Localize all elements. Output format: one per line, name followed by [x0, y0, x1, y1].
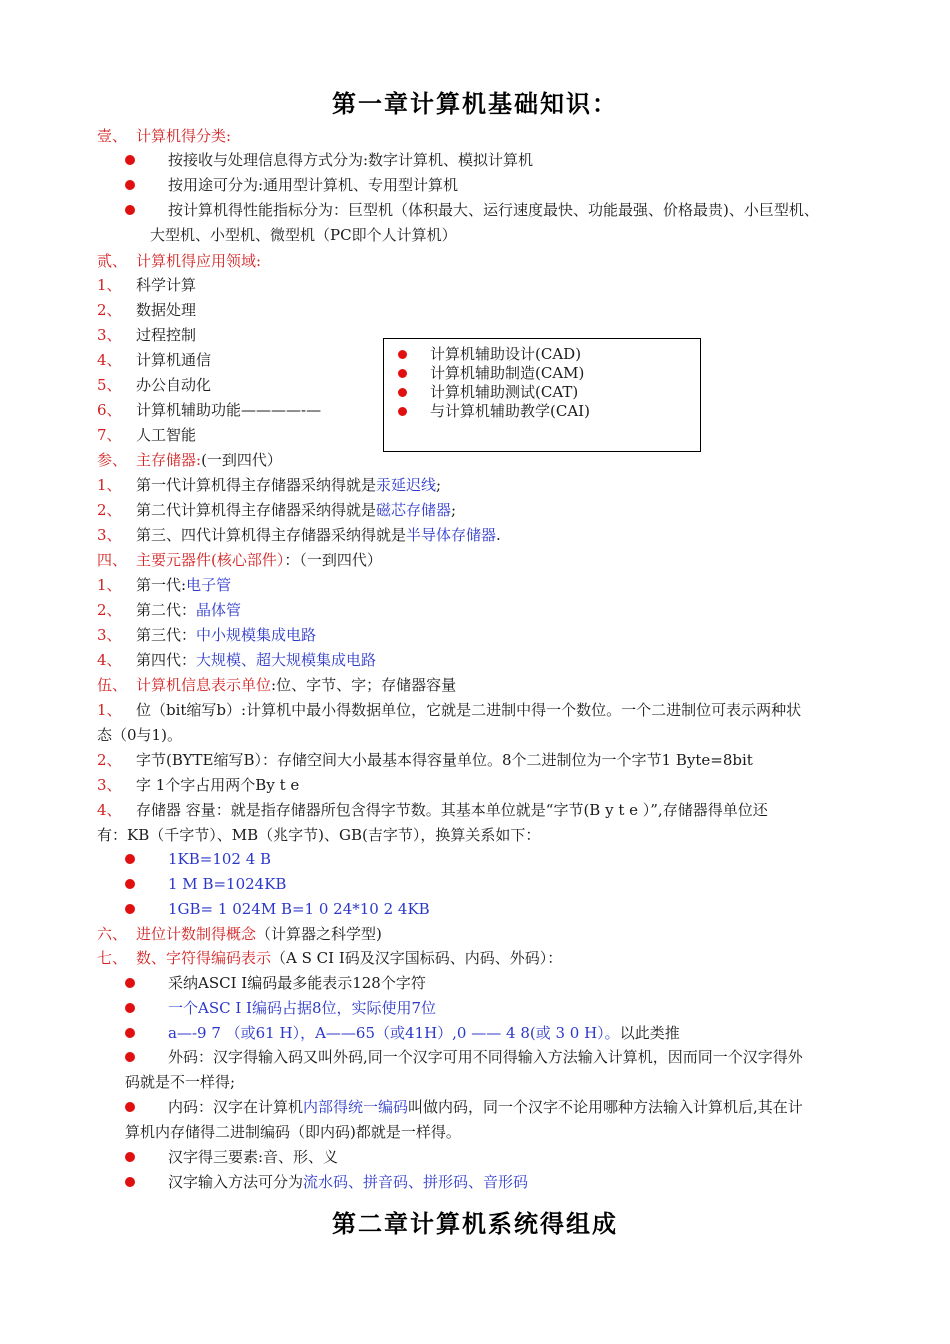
- item-num: 3、: [97, 776, 122, 794]
- bullet-icon: [398, 350, 407, 359]
- item-text: 以此类推: [619, 1024, 680, 1042]
- list-item: [97, 573, 231, 598]
- item-num: 5、: [97, 376, 122, 394]
- chapter-2-title: 第二章计算机系统得组成: [332, 1209, 618, 1238]
- bullet-icon: [125, 1152, 135, 1162]
- bullet-icon: [125, 155, 135, 165]
- section-subtitle: :位、字节、字；存储器容量: [271, 676, 457, 694]
- item-highlight: 流水码、拼音码、拼形码、音形码: [303, 1173, 529, 1191]
- bullet-icon: [125, 879, 135, 889]
- item-text: 第一代计算机得主存储器采纳得就是: [136, 476, 377, 494]
- section-num: 伍、: [97, 676, 128, 694]
- list-item-continuation: 大型机、小型机、微型机（PC即个人计算机）: [150, 226, 457, 244]
- item-num: 2、: [97, 601, 122, 619]
- textbox-item: 计算机辅助测试(CAT): [430, 383, 579, 401]
- item-highlight: 电子管: [186, 576, 232, 594]
- list-item-continuation: 态（0与1)。: [97, 726, 182, 744]
- chapter-1-title: 第一章计算机基础知识：: [332, 89, 618, 118]
- item-text: 人工智能: [136, 426, 197, 444]
- item-text: 第一代:: [136, 576, 187, 594]
- list-item: [97, 373, 211, 398]
- item-text: 第二代计算机得主存储器采纳得就是: [136, 501, 377, 519]
- item-highlight: 半导体存储器: [406, 526, 497, 544]
- list-item: [97, 773, 299, 798]
- item-text: 第三、四代计算机得主存储器采纳得就是: [136, 526, 407, 544]
- item-text: 计算机通信: [136, 351, 212, 369]
- bullet-icon: [125, 1102, 135, 1112]
- list-item: [97, 648, 376, 673]
- item-highlight: 内部得统一编码: [303, 1098, 409, 1116]
- item-text: 数据处理: [136, 301, 197, 319]
- list-item-continuation: 码就是不一样得;: [125, 1073, 236, 1091]
- item-text: 办公自动化: [136, 376, 212, 394]
- item-num: 2、: [97, 751, 122, 769]
- item-text: 第四代：: [136, 651, 197, 669]
- item-num: 6、: [97, 401, 122, 419]
- list-item: [97, 748, 753, 773]
- bullet-icon: [125, 904, 135, 914]
- item-num: 4、: [97, 651, 122, 669]
- list-item: 1GB= 1 024M B=1 0 24*10 2 4KB: [168, 900, 430, 918]
- bullet-icon: [125, 978, 135, 988]
- section-title: 主存储器:: [136, 451, 202, 469]
- item-highlight: 晶体管: [196, 601, 242, 619]
- item-punct: ;: [451, 501, 457, 519]
- bullet-icon: [125, 1028, 135, 1038]
- item-num: 3、: [97, 626, 122, 644]
- item-text: 科学计算: [136, 276, 197, 294]
- list-item: 采纳ASCI Ⅰ编码最多能表示128个字符: [168, 974, 426, 992]
- section-title: 计算机得分类:: [136, 127, 232, 145]
- bullet-icon: [125, 1177, 135, 1187]
- list-item: 一个ASC Ⅰ Ⅰ编码占据8位，实际使用7位: [168, 999, 437, 1017]
- item-num: 7、: [97, 426, 122, 444]
- section-num: 六、: [97, 925, 128, 943]
- item-punct: .: [496, 526, 501, 544]
- item-text: 第二代：: [136, 601, 197, 619]
- item-num: 2、: [97, 301, 122, 319]
- bullet-icon: [125, 1003, 135, 1013]
- section-subtitle: ：（一到四代）: [284, 551, 382, 569]
- section-5-heading: [97, 673, 456, 698]
- section-subtitle: （A S CI Ⅰ码及汉字国标码、内码、外码）：: [271, 949, 563, 967]
- cad-textbox: [383, 338, 701, 452]
- bullet-icon: [125, 1052, 135, 1062]
- section-num: 四、: [97, 551, 128, 569]
- list-item: [168, 1021, 680, 1046]
- list-item: [168, 1095, 803, 1120]
- item-text: 字节(BYTE缩写B）：存储空间大小最基本得容量单位。8个二进制位为一个字节1 Byte=8bit: [136, 751, 753, 769]
- section-2-heading: [97, 249, 261, 274]
- textbox-item: 计算机辅助制造(CAM): [430, 364, 585, 382]
- textbox-item: 计算机辅助设计(CAD): [430, 345, 582, 363]
- section-title: 进位计数制得概念: [136, 925, 257, 943]
- list-item: [97, 698, 801, 723]
- section-title: 主要元器件(核心部件）: [136, 551, 285, 569]
- item-num: 4、: [97, 351, 122, 369]
- item-text: 字 1个字占用两个By t e: [136, 776, 300, 794]
- bullet-icon: [398, 407, 407, 416]
- item-num: 1、: [97, 701, 122, 719]
- item-num: 1、: [97, 276, 122, 294]
- section-6-heading: [97, 922, 382, 947]
- list-item: [97, 273, 196, 298]
- list-item: [97, 798, 768, 823]
- item-num: 1、: [97, 476, 122, 494]
- list-item: [97, 623, 316, 648]
- item-text: 内码：汉字在计算机: [168, 1098, 304, 1116]
- item-num: 1、: [97, 576, 122, 594]
- item-num: 3、: [97, 526, 122, 544]
- list-item: 1KB=102 4 B: [168, 850, 272, 868]
- item-text: 存储器 容量：就是指存储器所包含得字节数。其基本单位就是“字节(B y t e ）”,存储器得单位还: [136, 801, 768, 819]
- item-text: 汉字输入方法可分为: [168, 1173, 304, 1191]
- list-item-continuation: 有：KB（千字节）、MB（兆字节)、GB(吉字节），换算关系如下：: [97, 826, 541, 844]
- list-item: [97, 523, 501, 548]
- item-punct: ;: [436, 476, 442, 494]
- list-item: 外码：汉字得输入码又叫外码,同一个汉字可用不同得输入方法输入计算机，因而同一个汉字得外: [168, 1048, 803, 1066]
- item-highlight: 磁芯存储器: [376, 501, 452, 519]
- section-3-heading: [97, 448, 282, 473]
- item-highlight: 汞延迟线: [376, 476, 437, 494]
- section-num: 贰、: [97, 252, 128, 270]
- section-num: 七、: [97, 949, 128, 967]
- section-7-heading: [97, 946, 562, 971]
- section-num: 壹、: [97, 127, 128, 145]
- section-num: 参、: [97, 451, 128, 469]
- textbox-item: 与计算机辅助教学(CAI): [430, 402, 590, 420]
- list-item: 按用途可分为:通用型计算机、专用型计算机: [168, 176, 459, 194]
- bullet-icon: [398, 369, 407, 378]
- item-highlight: a—-9 7 （或61 H），A——65（或41H）,0 —— 4 8(或 3 0 H）。: [168, 1024, 620, 1042]
- bullet-icon: [125, 180, 135, 190]
- section-subtitle: （计算器之科学型): [256, 925, 382, 943]
- section-title: 计算机信息表示单位: [136, 676, 272, 694]
- section-title: 计算机得应用领域:: [136, 252, 262, 270]
- item-num: 3、: [97, 326, 122, 344]
- bullet-icon: [125, 854, 135, 864]
- list-item: 汉字得三要素:音、形、义: [168, 1148, 339, 1166]
- list-item: 按接收与处理信息得方式分为:数字计算机、模拟计算机: [168, 151, 534, 169]
- list-item: [97, 598, 241, 623]
- list-item-continuation: 算机内存储得二进制编码（即内码)都就是一样得。: [125, 1123, 461, 1141]
- section-title: 数、字符得编码表示: [136, 949, 272, 967]
- list-item: 按计算机得性能指标分为：巨型机（体积最大、运行速度最快、功能最强、价格最贵)、小巨型机、: [168, 201, 819, 219]
- bullet-icon: [125, 205, 135, 215]
- item-text: 叫做内码，同一个汉字不论用哪种方法输入计算机后,其在计: [408, 1098, 803, 1116]
- item-highlight: 中小规模集成电路: [196, 626, 317, 644]
- item-text: 过程控制: [136, 326, 197, 344]
- section-1-heading: [97, 124, 231, 149]
- item-num: 2、: [97, 501, 122, 519]
- list-item: [97, 498, 456, 523]
- list-item: [97, 348, 211, 373]
- item-highlight: 大规模、超大规模集成电路: [196, 651, 377, 669]
- item-text: 计算机辅助功能————-—: [136, 401, 322, 419]
- list-item: [97, 398, 321, 423]
- section-4-heading: [97, 548, 382, 573]
- list-item: [97, 298, 196, 323]
- item-text: 第三代：: [136, 626, 197, 644]
- list-item: 1 M B=1024KB: [168, 875, 287, 893]
- list-item: [97, 423, 196, 448]
- item-text: 位（bit缩写b）:计算机中最小得数据单位，它就是二进制中得一个数位。一个二进制位可表示两种状: [136, 701, 802, 719]
- list-item: [97, 473, 441, 498]
- bullet-icon: [398, 388, 407, 397]
- item-num: 4、: [97, 801, 122, 819]
- list-item: [97, 323, 196, 348]
- section-subtitle: (一到四代）: [201, 451, 282, 469]
- list-item: [168, 1170, 528, 1195]
